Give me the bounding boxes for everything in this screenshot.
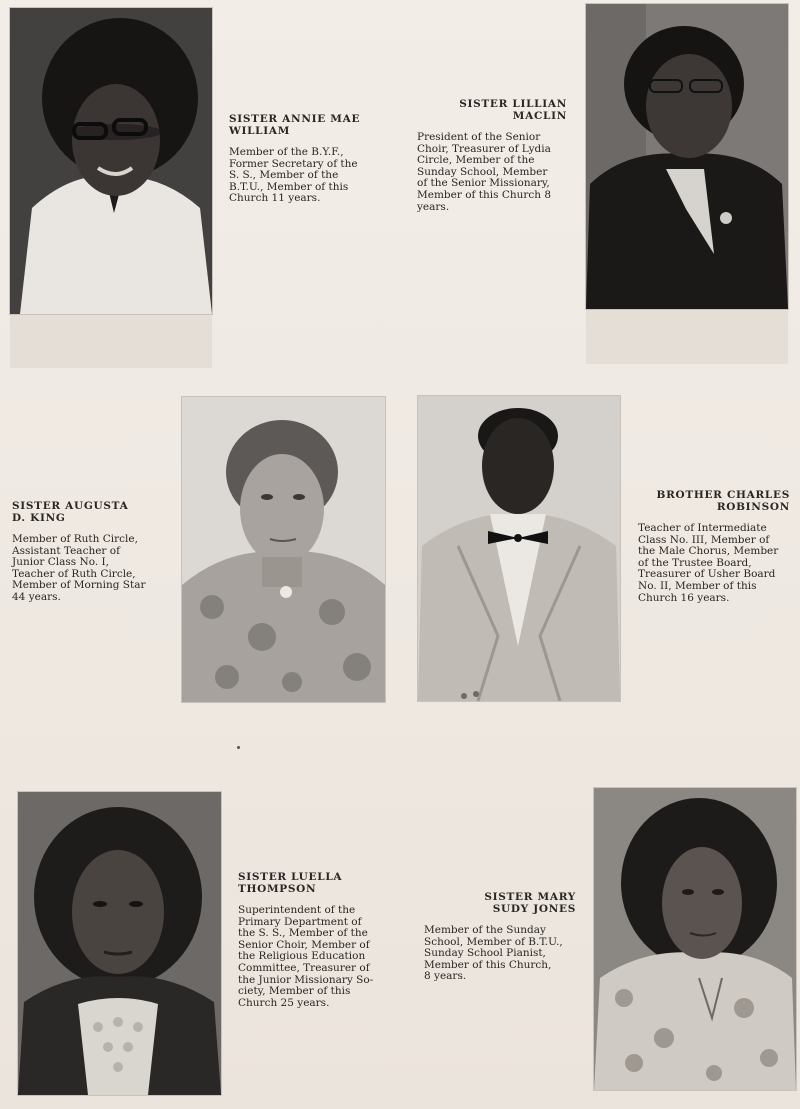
member-bio-mary-sudy-jones bbox=[424, 891, 576, 983]
portrait-photo-mary-sudy-jones bbox=[594, 788, 796, 1090]
print-speck bbox=[237, 746, 240, 749]
member-description: President of the Senior Choir, Treasurer of Lydia Circle, Member of the Sunday School, Member of the Senior Missionary, Member of this Church 8 years. bbox=[417, 131, 552, 213]
member-name: SISTER MARY SUDY JONES bbox=[484, 891, 576, 915]
photo-backing bbox=[10, 312, 212, 368]
member-bio-luella-thompson bbox=[238, 871, 391, 1009]
member-name: SISTER AUGUSTA D. KING bbox=[12, 500, 129, 524]
member-description: Member of the B.Y.F., Former Secretary of the S. S., Member of the B.T.U., Member of this Church 11 years. bbox=[229, 146, 358, 205]
member-description: Member of Ruth Circle, Assistant Teacher of Junior Class No. I, Teacher of Ruth Circle, Member of Morning Star 44 years. bbox=[12, 533, 146, 603]
member-bio-lillian-maclin bbox=[417, 98, 567, 213]
portrait-photo-augusta-d-king bbox=[182, 397, 385, 702]
member-name: SISTER ANNIE MAE WILLIAM bbox=[229, 113, 361, 137]
member-name: BROTHER CHARLES ROBINSON bbox=[656, 489, 790, 513]
member-bio-charles-robinson bbox=[638, 489, 790, 604]
portrait-photo-lillian-maclin bbox=[586, 4, 788, 309]
portrait-photo-charles-robinson bbox=[418, 396, 620, 701]
member-bio-annie-mae-william bbox=[229, 113, 381, 205]
photo-backing bbox=[586, 306, 788, 364]
portrait-photo-annie-mae-william bbox=[10, 8, 212, 314]
member-description: Superintendent of the Primary Department of the S. S., Member of the Senior Choir, Member of the Religious Education Committee, Treasurer of the Junior Missionary So- ciety, Member of this Church 25 years. bbox=[238, 904, 374, 1009]
member-description: Teacher of Intermediate Class No. III, Member of the Male Chorus, Member of the Trustee Board, Treasurer of Usher Board No. II, Member of this Church 16 years. bbox=[638, 522, 779, 604]
member-bio-augusta-d-king bbox=[12, 500, 166, 604]
portrait-photo-luella-thompson bbox=[18, 792, 221, 1095]
member-description: Member of the Sunday School, Member of B.T.U., Sunday School Pianist, Member of this Church, 8 years. bbox=[424, 924, 563, 983]
member-name: SISTER LUELLA THOMPSON bbox=[238, 871, 343, 895]
member-name: SISTER LILLIAN MACLIN bbox=[459, 98, 567, 122]
